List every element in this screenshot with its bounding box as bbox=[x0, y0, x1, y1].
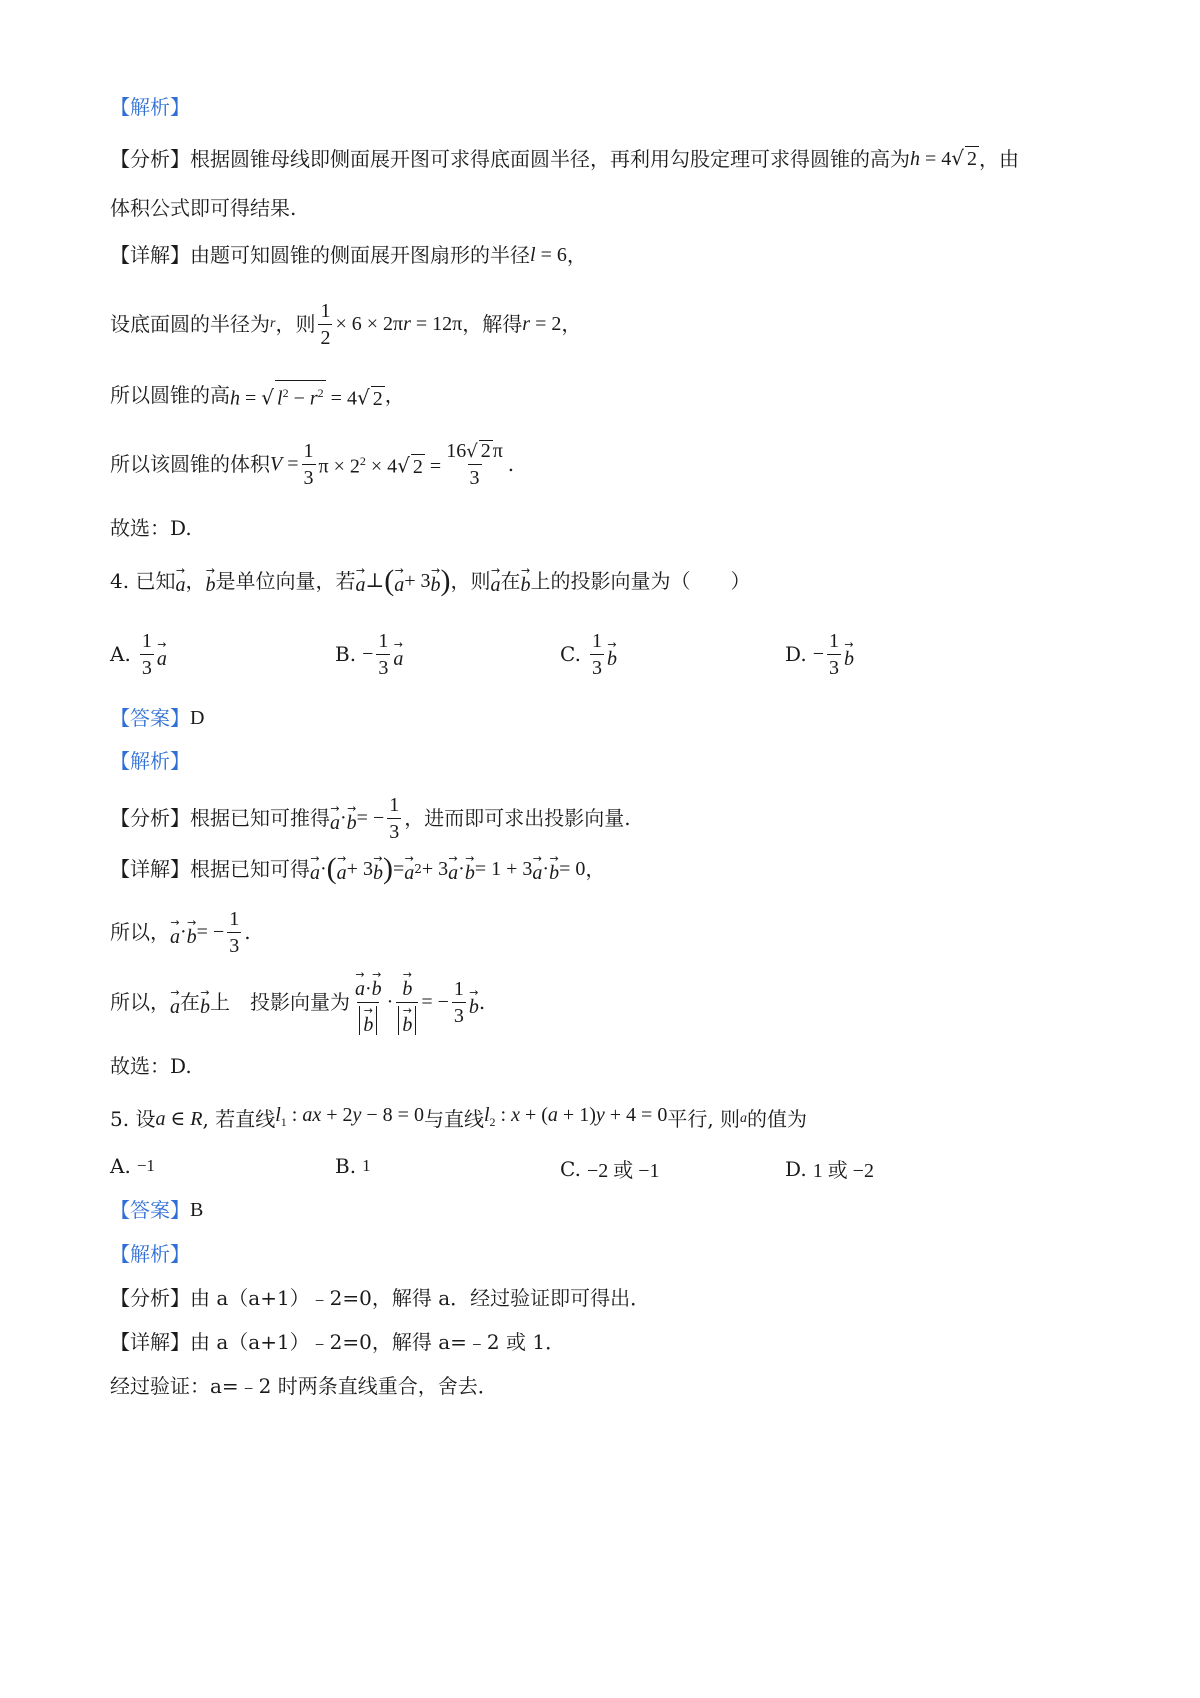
q3-step1-text: 设底面圆的半径为 bbox=[110, 312, 270, 336]
q3-step1: 设底面圆的半径为 r ，则 $\frac{1}{2}$ × 6 × 2πr = 12π ，解得 r = 2 ， bbox=[110, 299, 582, 349]
q3-step2-text2: ， bbox=[384, 383, 405, 408]
q5-stem-5: 的值为 bbox=[747, 1106, 808, 1131]
q4-answer-line: 故选：D. bbox=[110, 1054, 192, 1078]
q4-option-b: B. − $\frac{1}{3}$ → a bbox=[335, 629, 404, 679]
q3-fenxi-line2: 体积公式即可得结果. bbox=[110, 196, 297, 220]
q3-half-fraction: $\frac{1}{2}$ bbox=[320, 299, 331, 349]
q3-step3-text2: . bbox=[507, 452, 515, 476]
q5-xiangjie-text: 由 a（a+1）﹣2=0，解得 a=﹣2 或 1． bbox=[190, 1330, 566, 1354]
q5-option-a: A. −1 bbox=[110, 1154, 155, 1178]
q5-xiangjie-tag: 【详解】 bbox=[110, 1330, 190, 1354]
q3-xiangjie-text: 由题可知圆锥的侧面展开图扇形的半径 bbox=[190, 243, 530, 267]
q4-step2-text: 所以， bbox=[110, 990, 170, 1014]
q3-step1-text3: ，解得 bbox=[462, 312, 523, 336]
q4-answer bbox=[110, 706, 204, 730]
q3-fenxi-text2: ，由 bbox=[979, 146, 1020, 171]
q4-stem-2: ， bbox=[185, 568, 206, 593]
q4-step2-end: . bbox=[478, 990, 486, 1014]
q3-fenxi-math: h = 4√ 2 bbox=[910, 146, 978, 170]
q3-fenxi-text: 根据圆锥母线即侧面展开图可求得底面圆半径，再利用勾股定理可求得圆锥的高为 bbox=[190, 146, 910, 171]
q3-height-math: h = √ $l^2 - r^2 = 4√$ 2 bbox=[230, 380, 385, 411]
q4-stem-4: ，则 bbox=[450, 568, 491, 593]
q3-answer-line: 故选：D. bbox=[110, 516, 192, 540]
q5-answer-tag: 【答案】 bbox=[110, 1198, 190, 1222]
q4-option-d: D. − $\frac{1}{3}$ → b bbox=[785, 629, 854, 679]
q3-analysis-heading: 【解析】 bbox=[110, 95, 190, 119]
q5-answer-value: B bbox=[190, 1199, 204, 1221]
q3-fenxi-tag: 【分析】 bbox=[110, 146, 190, 171]
q4-projection-fraction-1: → a · → b → b bbox=[355, 967, 382, 1036]
q4-step2-c: 上 投影向量为 bbox=[210, 990, 350, 1014]
q5-stem-1: 5. 设 bbox=[110, 1106, 156, 1131]
q4-step1: 所以， → a · → b = − $\frac{1}{3}$ . bbox=[110, 907, 251, 957]
q4-xiangjie: 【详解】 根据已知可得 → a · ( → a + 3 → b ) = → a 2 + 3 → a · → b = 1 + 3 → a · → b = 0 ， bbox=[110, 851, 606, 885]
q4-option-c: C. $\frac{1}{3}$ → b bbox=[560, 629, 617, 679]
q5-stem-3: 与直线 bbox=[423, 1106, 484, 1131]
q4-step1-end: . bbox=[244, 920, 251, 944]
q5-stem-2: , 若直线 bbox=[202, 1106, 276, 1131]
q3-step1-text4: ， bbox=[561, 312, 582, 336]
q5-option-c: C. −2 或 −1 bbox=[560, 1156, 660, 1182]
q4-step2-b: 在 bbox=[180, 990, 200, 1014]
q5-stem-4: 平行, 则 bbox=[667, 1106, 741, 1131]
q4-option-a: A. $\frac{1}{3}$ → a bbox=[110, 629, 167, 679]
q5-option-d: D. 1 或 −2 bbox=[785, 1156, 874, 1182]
q4-stem: 4. 已知 → a ， → b 是单位向量，若 → a ⊥ ( → a + 3 → b ) ，则 → a 在 → b 上的投影向量为（ ） bbox=[110, 563, 751, 597]
q3-xiangjie-line: 【详解】 由题可知圆锥的侧面展开图扇形的半径 l = 6 ， bbox=[110, 243, 587, 267]
q4-stem-6: 上的投影向量为（ ） bbox=[530, 568, 751, 593]
q4-stem-1: 4. 已知 bbox=[110, 568, 176, 593]
q4-xiangjie-1: 根据已知可得 bbox=[190, 856, 310, 881]
q5-analysis-heading: 【解析】 bbox=[110, 1242, 190, 1266]
q5-option-b: B. 1 bbox=[335, 1154, 371, 1178]
q3-step3: 所以该圆锥的体积 V = $\frac{1}{3}$ $\pi \times 2^2 \times 4√$ 2 = $\frac{16√ 2 \pi}{3}$ . bbox=[110, 439, 515, 489]
q4-fenxi-1: 根据已知可推得 bbox=[190, 806, 330, 830]
q5-answer bbox=[110, 1198, 203, 1222]
q3-xiangjie-tag: 【详解】 bbox=[110, 243, 190, 267]
q3-fenxi-line bbox=[110, 146, 1019, 171]
q3-third-fraction: $\frac{1}{3}$ bbox=[303, 439, 314, 489]
vector-a: → a bbox=[175, 564, 186, 596]
q4-stem-5: 在 bbox=[500, 568, 521, 593]
q5-stem: 5. 设 a ∈ R , 若直线 $l_1$ : ax + 2y − 8 = 0 与直线 $l_2$ : x + (a + 1)y + 4 = 0 平行, 则 a 的值为 bbox=[110, 1104, 808, 1131]
q3-step2-text: 所以圆锥的高 bbox=[110, 383, 230, 408]
q5-verify: 经过验证：a=﹣2 时两条直线重合，舍去． bbox=[110, 1374, 498, 1398]
q3-step1-text2: ，则 bbox=[275, 312, 316, 336]
q4-projection-fraction-2: → b → b bbox=[396, 970, 418, 1035]
q4-analysis-heading: 【解析】 bbox=[110, 749, 190, 773]
q4-xiangjie-2: ， bbox=[585, 856, 606, 881]
q4-answer-tag: 【答案】 bbox=[110, 706, 190, 730]
q4-step2: 所以， → a 在 → b 上 投影向量为 → a · → b → b · → b → b = − $\frac{1}{3}$ → b . bbox=[110, 967, 486, 1036]
q5-fenxi bbox=[110, 1286, 650, 1310]
q5-xiangjie bbox=[110, 1330, 565, 1354]
q4-xiangjie-tag: 【详解】 bbox=[110, 856, 190, 881]
q4-step1-text: 所以， bbox=[110, 920, 170, 944]
q5-fenxi-text: 由 a（a+1）﹣2=0，解得 a．经过验证即可得出． bbox=[190, 1286, 651, 1310]
q3-radius-math: l = 6 bbox=[530, 244, 567, 266]
q4-answer-value: D bbox=[190, 707, 205, 729]
q4-fenxi-tag: 【分析】 bbox=[110, 806, 190, 830]
q3-step2 bbox=[110, 380, 405, 411]
q4-stem-3: 是单位向量，若 bbox=[215, 568, 356, 593]
vector-b: → b bbox=[205, 564, 216, 596]
q3-step3-text: 所以该圆锥的体积 bbox=[110, 452, 270, 476]
q5-fenxi-tag: 【分析】 bbox=[110, 1286, 190, 1310]
q4-fenxi: 【分析】 根据已知可推得 → a · → b = − $\frac{1}{3}$ ，进而即可求出投影向量. bbox=[110, 793, 631, 843]
q4-fenxi-2: ，进而即可求出投影向量. bbox=[404, 806, 631, 830]
q3-volume-fraction: $\frac{16√ 2 \pi}{3}$ bbox=[446, 440, 503, 489]
